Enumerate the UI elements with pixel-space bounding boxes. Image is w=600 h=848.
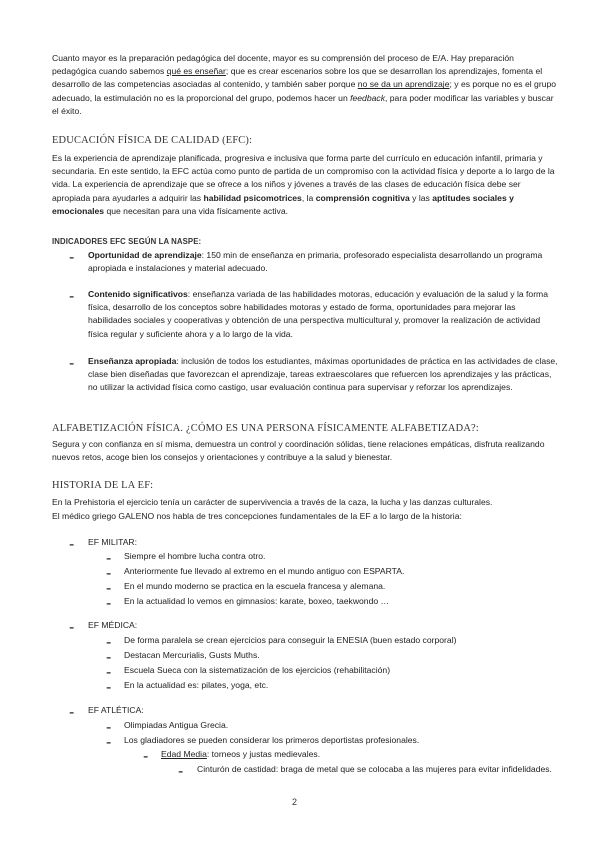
medica-bullet: - [69, 619, 75, 636]
historia-heading: HISTORIA DE LA EF: [52, 480, 154, 491]
intro-paragraph: Cuanto mayor es la preparación pedagógica del docente, mayor es su comprensión del proceso de E/A. Hay preparación pedagógica cuando sabemos qué es enseñar; que es crear escenarios sobre los que se desarrollan los aprendizajes, fomenta el desarrollo de las competencias asociadas al contenido, y también saber porque no se da un aprendizaje; y es porque no es el grupo adecuado, la estimulación no es la proporcional del grupo, podemos hacer un feedback, para poder modificar las variables y buscar el éxito. [52, 53, 557, 116]
cinturon-dash: - [178, 763, 184, 780]
naspe-item-2: Contenido significativos: enseñanza variada de las habilidades motoras, educación y evaluación de la salud y la forma física, desarrollo de los conceptos sobre habilidades motoras y estado de forma, oportunidades para mejorar las habilidades sociales y cooperativas y obtención de una perspectiva multicultural y, promover la realización de actividad física regular y suficiente ahora y a lo largo de la vida. [88, 289, 549, 339]
efc-paragraph: Es la experiencia de aprendizaje planificada, progresiva e inclusiva que forma parte del currículo en educación infantil, primaria y secundaria. En este sentido, la EFC actúa como punto de partida de un compromiso con la actividad física y deporte a lo largo de la vida. La experiencia de aprendizaje que se ofrece a los niños y jóvenes a través de las clases de educación física debe ser apropiada para ayudarles a adquirir las habilidad psicomotrices, la comprensión cognitiva y las aptitudes sociales y emocionales que necesitan para una vida físicamente activa. [52, 153, 555, 216]
medica-dash-2: - [106, 649, 112, 666]
cinturon-item: Cinturón de castidad: braga de metal que se colocaba a las mujeres para evitar infidelidades. [197, 764, 552, 774]
naspe-heading: INDICADORES EFC SEGÚN LA NASPE: [52, 237, 202, 246]
medica-item-3: Escuela Sueca con la sistematización de los ejercicios (rehabilitación) [124, 665, 391, 675]
medica-dash-3: - [106, 664, 112, 681]
naspe-item-3: Enseñanza apropiada: inclusión de todos los estudiantes, máximas oportunidades de práctica en las actividades de clase, clase bien diseñadas que favorezcan el aprendizaje, tareas extraescolares que refuercen los aprendizajes y las prácticas, no utilizar la actividad física como castigo, usar evaluación continua para supervisar y reforzar los aprendizajes. [88, 356, 558, 393]
militar-dash-2: - [106, 565, 112, 582]
efc-heading: EDUCACIÓN FÍSICA DE CALIDAD (EFC): [52, 135, 253, 146]
medica-item-2: Destacan Mercurialis, Gusts Muths. [124, 650, 260, 660]
militar-item-2: Anteriormente fue llevado al extremo en el mundo antiguo con ESPARTA. [124, 566, 405, 576]
naspe-item-1: Oportunidad de aprendizaje: 150 min de enseñanza en primaria, profesorado especialista desarrollando un programa apropiada e instalaciones y material adecuado. [88, 250, 543, 274]
militar-dash-1: - [106, 550, 112, 567]
atletica-item-1: Olimpiadas Antigua Grecia. [124, 720, 229, 730]
militar-title: EF MILITAR: [88, 537, 138, 547]
medica-item-4: En la actualidad es: pilates, yoga, etc. [124, 680, 269, 690]
atletica-dash-1: - [106, 719, 112, 736]
medica-title: EF MÉDICA: [88, 620, 138, 630]
medica-dash-1: - [106, 634, 112, 651]
alfabetizacion-paragraph: Segura y con confianza en sí misma, demuestra un control y coordinación sólidas, tiene relaciones empáticas, disfruta realizando nuevos retos, acoge bien los consejos y orientaciones y contribuye a la salud y bienestar. [52, 439, 545, 463]
naspe-bullet-3: - [69, 355, 75, 372]
atletica-item-2: Los gladiadores se pueden considerar los primeros deportistas profesionales. [124, 735, 420, 745]
militar-dash-3: - [106, 580, 112, 597]
militar-item-3: En el mundo moderno se practica en la escuela francesa y alemana. [124, 581, 386, 591]
atletica-title: EF ATLÉTICA: [88, 705, 144, 715]
naspe-bullet-2: - [69, 288, 75, 305]
militar-item-4: En la actualidad lo vemos en gimnasios: karate, boxeo, taekwondo … [124, 596, 390, 606]
historia-line-1: En la Prehistoria el ejercicio tenía un carácter de supervivencia a través de la caza, la lucha y las danzas culturales. [52, 497, 493, 507]
edad-media-dash: - [143, 748, 149, 765]
alfabetizacion-heading: ALFABETIZACIÓN FÍSICA. ¿CÓMO ES UNA PERSONA FÍSICAMENTE ALFABETIZADA?: [52, 423, 479, 434]
historia-line-2: El médico griego GALENO nos habla de tres concepciones fundamentales de la EF a lo largo de la historia: [52, 511, 462, 521]
militar-bullet: - [69, 536, 75, 553]
page-number: 2 [292, 797, 298, 807]
medica-item-1: De forma paralela se crean ejercicios para conseguir la ENESIA (buen estado corporal) [124, 635, 457, 645]
medica-dash-4: - [106, 679, 112, 696]
edad-media-line: Edad Media: torneos y justas medievales. [161, 749, 321, 759]
atletica-dash-2: - [106, 734, 112, 751]
militar-item-1: Siempre el hombre lucha contra otro. [124, 551, 266, 561]
naspe-bullet-1: - [69, 249, 75, 266]
atletica-bullet: - [69, 704, 75, 721]
militar-dash-4: - [106, 595, 112, 612]
